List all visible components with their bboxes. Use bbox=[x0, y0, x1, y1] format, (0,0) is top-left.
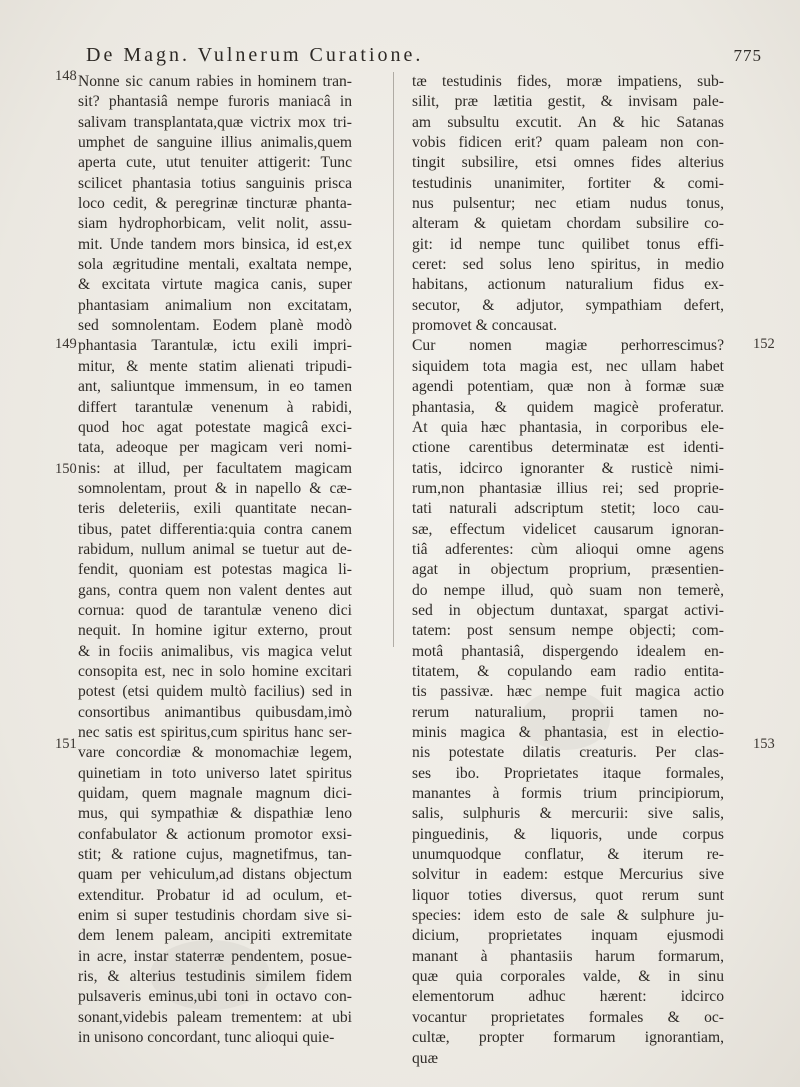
text-line: ris, & alterius testudinis similem fidem bbox=[78, 968, 352, 986]
text-line: Cur nomen magiæ perhorrescimus? bbox=[412, 337, 724, 355]
text-line: phantasia Tarantulæ, ictu exili impri- bbox=[78, 337, 352, 355]
text-line: liquor toties diversus, quot rerum sunt bbox=[412, 886, 724, 904]
text-line: secutor, & adjutor, sympathiam defert, bbox=[412, 296, 724, 314]
text-line: silit, præ lætitia gestit, & invisam pale- bbox=[412, 93, 724, 111]
left-text-column bbox=[78, 72, 352, 1049]
text-line: potest (etsi quidem multò facilius) sed in bbox=[78, 683, 352, 701]
paragraph-number-153: 153 bbox=[753, 736, 775, 752]
text-line: tati naturali adscriptum stetit; loco cau- bbox=[412, 500, 724, 518]
paragraph-number-148: 148 bbox=[55, 68, 77, 84]
text-line: ceret: sed solus leno spiritus, in medio bbox=[412, 256, 724, 274]
text-line: solvitur in eadem: estque Mercurius sive bbox=[412, 866, 724, 884]
text-line: agendi potentiam, quæ non à formæ suæ bbox=[412, 378, 724, 396]
text-line: fendit, quoniam est potestas magica li- bbox=[78, 561, 352, 579]
paragraph-number-150: 150 bbox=[55, 461, 77, 477]
text-line: nequit. In homine igitur externo, prout bbox=[78, 622, 352, 640]
text-line: umphet de sanguine illius animalis,quem bbox=[78, 134, 352, 152]
text-line: manant à phantasiis harum formarum, bbox=[412, 947, 724, 965]
text-line: aperta cute, utut tenuiter attigerit: Tunc bbox=[78, 154, 352, 172]
text-line: promovet & concausat. bbox=[412, 317, 558, 335]
text-line: tibus, patet differentia:quia contra canem bbox=[78, 520, 352, 538]
text-line: tata, adeoque per magicam veri nomi- bbox=[78, 439, 352, 457]
text-line: Nonne sic canum rabies in hominem tran- bbox=[78, 73, 352, 90]
text-line: stit; & ratione cujus, magnetifmus, tan- bbox=[78, 846, 352, 864]
text-line: minis magica & phantasia, est in electio- bbox=[412, 724, 724, 741]
text-line: tatem: post sensum nempe objecti; com- bbox=[412, 622, 724, 640]
text-line: git: id nempe tunc quilibet tonus effi- bbox=[412, 235, 724, 253]
text-line: tiâ adferentes: cùm alioqui omne agens bbox=[412, 540, 724, 558]
text-line: tatis, idcirco ignoranter & rusticè nimi- bbox=[412, 459, 724, 477]
text-line: mus, qui sympathiæ & dispathiæ leno bbox=[78, 805, 352, 823]
text-line: gans, contra quem non valent dentes aut bbox=[78, 581, 352, 599]
text-line: quod hoc agat potestate magicâ exci- bbox=[78, 418, 352, 436]
text-line: salis, sulphuris & mercurii: sive salis, bbox=[412, 805, 724, 823]
text-line: scilicet phantasia totius sanguinis prisca bbox=[78, 174, 352, 192]
paragraph-number-152: 152 bbox=[753, 336, 775, 352]
text-line: alteram & quietam chordam subsilire co- bbox=[412, 215, 724, 233]
text-line: testudinis unanimiter, fortiter & comi- bbox=[412, 174, 724, 192]
text-line: sed in objectum duntaxat, spargat activi- bbox=[412, 601, 724, 619]
text-line: consopita est, nec in solo homine excitari bbox=[78, 662, 352, 680]
text-line: rerum naturalium, proprii tamen no- bbox=[412, 703, 724, 721]
text-line: rabidum, nullum animal se tuetur aut de- bbox=[78, 540, 352, 558]
text-line: salivam transplantata,quæ victrix mox tri- bbox=[78, 113, 352, 131]
text-line: ant, saliuntque immensum, in eo tamen bbox=[78, 378, 352, 396]
text-line: sit? phantasiâ nempe furoris maniacâ in bbox=[78, 93, 352, 111]
running-title: De Magn. Vulnerum Curatione. bbox=[86, 44, 424, 66]
text-line: siam hydrophorbicam, velit nolit, assu- bbox=[78, 215, 352, 233]
text-line: pinguedinis, & liquoris, unde corpus bbox=[412, 825, 724, 843]
text-line: quinetiam in toto universo latet spiritus bbox=[78, 764, 352, 782]
text-line: elementorum adhuc hærent: idcirco bbox=[412, 988, 724, 1006]
text-line: vocantur proprietates formales & oc- bbox=[412, 1008, 724, 1026]
text-line: motâ phantasiâ, dispergendo idealem en- bbox=[412, 642, 724, 660]
text-line: tingit subsilire, etsi omnes fides alterius bbox=[412, 154, 724, 172]
text-line: sonant,videbis paleam trementem: at ubi bbox=[78, 1008, 352, 1026]
text-line: species: idem esto de sale & sulphure ju- bbox=[412, 907, 724, 925]
text-line: nec satis est spiritus,cum spiritus hanc ser- bbox=[78, 724, 352, 741]
text-line: mit. Unde tandem mors binsica, id est,ex bbox=[78, 235, 352, 253]
text-line: enim si super testudinis chordam sive si- bbox=[78, 907, 352, 925]
text-line: nis: at illud, per facultatem magicam bbox=[78, 459, 352, 477]
text-line: rum,non phantasiæ illius rei; sed proprie- bbox=[412, 479, 724, 497]
text-line: At quia hæc phantasia, in corporibus ele- bbox=[412, 418, 724, 436]
text-line: teris deleteriis, exili quantitate necan- bbox=[78, 500, 352, 518]
text-line: consortibus animantibus quibusdam,imò bbox=[78, 703, 352, 721]
text-line: nis potestate dilatis creaturis. Per clas- bbox=[412, 744, 724, 762]
text-line: confabulator & actionum promotor exsi- bbox=[78, 825, 352, 843]
text-line: am subsultu excutit. An & hic Satanas bbox=[412, 113, 724, 131]
text-line: agat in objectum proprium, præsentien- bbox=[412, 561, 724, 579]
text-line: sed somnolentam. Eodem planè modò bbox=[78, 317, 352, 335]
text-line: tis passivæ. hæc nempe fuit magica actio bbox=[412, 683, 724, 701]
paragraph-number-151: 151 bbox=[55, 736, 77, 752]
text-line: siquidem tota magia est, nec ullam habet bbox=[412, 357, 724, 375]
text-line: & in fociis animalibus, vis magica velut bbox=[78, 642, 352, 660]
text-line: dicium, proprietates inquam ejusmodi bbox=[412, 927, 724, 945]
text-line: quam per vehiculum,ad distans objectum bbox=[78, 866, 352, 884]
text-line: ses ibo. Proprietates itaque formales, bbox=[412, 764, 724, 782]
text-line: quæ quia corporales valde, & in sinu bbox=[412, 968, 724, 986]
text-line: titatem, & copulando eam radio entita- bbox=[412, 662, 724, 680]
text-line: quidam, quem magnale magnum dici- bbox=[78, 785, 352, 803]
text-line: & excitata virtute magica canis, super bbox=[78, 276, 352, 294]
text-line: ctione carentibus determinatæ est identi- bbox=[412, 439, 724, 457]
text-line: in acre, instar staterræ pendentem, posue- bbox=[78, 947, 352, 965]
text-line: vare concordiæ & monomachiæ legem, bbox=[78, 744, 352, 762]
text-line: sæ, effectum videlicet causarum ignoran- bbox=[412, 520, 724, 538]
text-line: extenditur. Probatur id ad oculum, et- bbox=[78, 886, 352, 904]
text-line: unumquodque conflatur, & iterum re- bbox=[412, 846, 724, 864]
text-line: phantasiam animalium non excitatam, bbox=[78, 296, 352, 314]
paragraph-number-149: 149 bbox=[55, 336, 77, 352]
text-line: differt tarantulæ venenum à rabidi, bbox=[78, 398, 352, 416]
text-line: vobis fidicen erit? quam paleam non con- bbox=[412, 134, 724, 152]
page-number: 775 bbox=[733, 46, 762, 65]
text-line: phantasia, & quidem magicè proferatur. bbox=[412, 398, 724, 416]
column-divider bbox=[393, 72, 394, 647]
text-line: cornua: quod de tarantulæ veneno dici bbox=[78, 601, 352, 619]
text-line: habitans, actionum naturalium fidus ex- bbox=[412, 276, 724, 294]
text-line: somnolentam, prout & in napello & cæ- bbox=[78, 479, 352, 497]
text-line: mitur, & mente statim alienati tripudi- bbox=[78, 357, 352, 375]
text-line: nus pulsentur; nec etiam nudus tonus, bbox=[412, 195, 724, 213]
text-line: loco cedit, & peregrinæ tincturæ phanta- bbox=[78, 195, 352, 213]
text-line: tæ testudinis fides, moræ impatiens, sub- bbox=[412, 73, 724, 90]
text-line: dem lenem paleam, ancipiti extremitate bbox=[78, 927, 352, 945]
right-text-column bbox=[412, 72, 724, 1069]
text-line: do nempe illud, quò suam non temerè, bbox=[412, 581, 724, 599]
text-line: quæ bbox=[412, 1049, 438, 1067]
text-line: pulsaveris eminus,ubi toni in octavo con- bbox=[78, 988, 352, 1006]
text-line: manantes à formis trium principiorum, bbox=[412, 785, 724, 803]
text-line: cultæ, propter formarum ignorantiam, bbox=[412, 1029, 724, 1047]
text-line: in unisono concordant, tunc alioqui quie- bbox=[78, 1029, 335, 1047]
text-line: sola ægritudine mentali, exaltata nempe, bbox=[78, 256, 352, 274]
